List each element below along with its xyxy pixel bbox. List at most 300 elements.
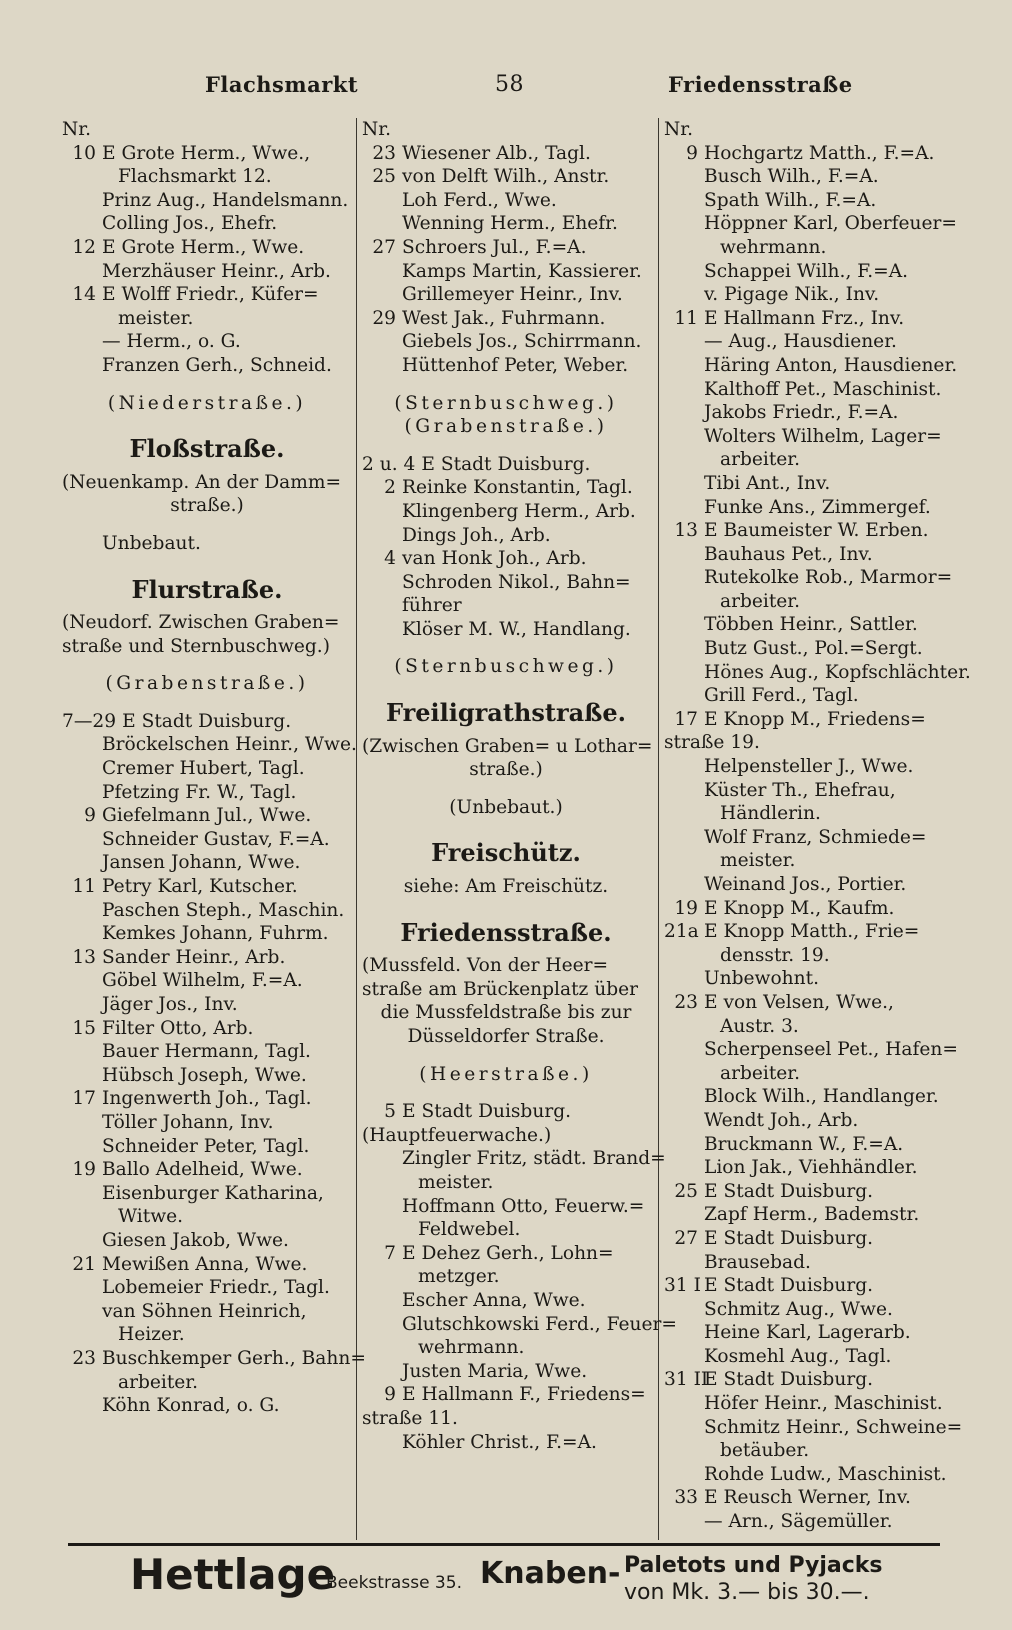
entry-text: (Mussfeld. Von der Heer= <box>362 955 609 977</box>
column-divider <box>356 118 357 1540</box>
entry-text: Kalthoff Pet., Maschinist. <box>704 378 942 400</box>
entry-text: Wendt Joh., Arb. <box>704 1109 859 1131</box>
entry-text: Küster Th., Ehefrau, <box>704 779 896 801</box>
entry-text: E Stadt Duisburg. <box>402 1101 572 1123</box>
entry-text: Filter Otto, Arb. <box>102 1017 254 1039</box>
house-entry <box>62 1253 352 1277</box>
entry-text: E Wolff Friedr., Küfer= <box>102 284 319 306</box>
spacer <box>62 658 352 672</box>
resident-line <box>62 899 352 923</box>
resident-line <box>362 655 650 679</box>
resident-line <box>664 1156 962 1180</box>
entry-text: Schmitz Heinr., Schweine= <box>704 1416 963 1438</box>
house-entry <box>62 283 352 307</box>
resident-line <box>362 1336 650 1360</box>
resident-line <box>664 260 962 284</box>
entry-text: Dings Joh., Arb. <box>402 524 551 546</box>
entry-text: Wolters Wilhelm, Lager= <box>704 425 942 447</box>
resident-line <box>664 1038 962 1062</box>
entry-text: Düsseldorfer Straße. <box>407 1026 605 1047</box>
resident-line <box>664 849 962 873</box>
resident-line <box>62 1040 352 1064</box>
entry-text: (Niederstraße.) <box>107 392 307 414</box>
resident-line <box>362 392 650 416</box>
column-2 <box>362 118 677 1454</box>
entry-text: Paschen Steph., Maschin. <box>102 899 345 921</box>
house-entry <box>362 307 650 331</box>
house-entry <box>664 991 962 1015</box>
entry-text: Ingenwerth Joh., Tagl. <box>102 1088 312 1110</box>
resident-line <box>62 757 352 781</box>
resident-line <box>62 993 352 1017</box>
entry-text: arbeiter. <box>720 590 801 612</box>
house-entry <box>362 453 650 477</box>
resident-line <box>664 1439 962 1463</box>
entry-text: Franzen Gerh., Schneid. <box>102 354 332 376</box>
house-number: 23 <box>674 991 698 1013</box>
entry-text: Austr. 3. <box>720 1015 799 1037</box>
entry-text: (Hauptfeuerwache.) <box>362 1124 552 1146</box>
resident-line <box>664 1392 962 1416</box>
resident-line <box>362 500 650 524</box>
resident-line <box>62 165 352 189</box>
entry-text: Jakobs Friedr., F.=A. <box>704 402 899 424</box>
house-number: 17 <box>72 1088 96 1110</box>
house-number: 9 <box>686 142 698 164</box>
resident-line <box>664 590 962 614</box>
entry-text: straße.) <box>170 495 244 517</box>
resident-line <box>62 611 352 635</box>
resident-line <box>664 1109 962 1133</box>
spacer <box>362 1049 650 1063</box>
resident-line <box>664 448 962 472</box>
resident-line <box>62 1323 352 1347</box>
resident-line <box>664 873 962 897</box>
resident-line <box>362 283 650 307</box>
street-heading: Friedensstraße. <box>400 917 612 947</box>
house-entry <box>664 920 962 944</box>
resident-line <box>362 1171 650 1195</box>
house-number: 7—29 <box>62 710 117 732</box>
house-entry <box>362 142 650 166</box>
entry-text: Kosmehl Aug., Tagl. <box>704 1345 892 1367</box>
resident-line <box>62 260 352 284</box>
resident-line <box>664 802 962 826</box>
entry-text: straße.) <box>469 759 543 781</box>
entry-text: Hüttenhof Peter, Weber. <box>402 354 629 376</box>
entry-text: Höfer Heinr., Maschinist. <box>704 1393 943 1415</box>
entry-text: Klöser M. W., Handlang. <box>402 618 631 640</box>
entry-text: (Unbebaut.) <box>449 796 563 818</box>
entry-text: — Aug., Hausdiener. <box>704 331 897 353</box>
header-left: Flachsmarkt <box>205 72 359 97</box>
house-entry <box>62 1017 352 1041</box>
entry-text: Bröckelschen Heinr., Wwe. <box>102 734 357 756</box>
resident-line <box>664 1203 962 1227</box>
entry-text: Hochgartz Matth., F.=A. <box>704 142 935 164</box>
entry-text: E Dehez Gerh., Lohn= <box>402 1242 614 1264</box>
spacer <box>362 899 650 913</box>
resident-line <box>664 425 962 449</box>
entry-text: Jansen Johann, Wwe. <box>102 852 301 874</box>
entry-text: meister. <box>720 850 796 872</box>
resident-line <box>664 1321 962 1345</box>
house-number: 7 <box>384 1242 396 1264</box>
resident-line <box>62 471 352 495</box>
entry-text: Rutekolke Rob., Marmor= <box>704 567 953 589</box>
entry-text: E Grote Herm., Wwe. <box>102 236 305 258</box>
entry-text: Göbel Wilhelm, F.=A. <box>102 970 303 992</box>
resident-line <box>62 392 352 416</box>
resident-line <box>362 1360 650 1384</box>
resident-line <box>664 472 962 496</box>
resident-line <box>62 1205 352 1229</box>
entry-text: Sander Heinr., Arb. <box>102 946 286 968</box>
entry-text: Nr. <box>62 119 92 140</box>
entry-text: Helpensteller J., Wwe. <box>704 756 914 778</box>
resident-line <box>664 684 962 708</box>
entry-text: (Sternbuschweg.) <box>394 656 618 678</box>
house-entry <box>664 1180 962 1204</box>
entry-text: Giebels Jos., Schirrmann. <box>402 331 642 353</box>
entry-text: (Zwischen Graben= u Lothar= <box>362 735 653 757</box>
entry-text: van Honk Joh., Arb. <box>402 548 587 570</box>
house-number: 33 <box>674 1487 698 1509</box>
house-number: 9 <box>84 805 96 827</box>
resident-line <box>362 758 650 782</box>
resident-line <box>362 875 650 899</box>
entry-text: E Stadt Duisburg. <box>421 453 591 475</box>
entry-text: arbeiter. <box>118 1371 199 1393</box>
entry-text: Schroers Jul., F.=A. <box>402 236 587 258</box>
resident-line <box>664 1062 962 1086</box>
entry-text: van Söhnen Heinrich, <box>102 1300 307 1322</box>
house-number: 14 <box>72 284 96 306</box>
entry-text: Giefelmann Jul., Wwe. <box>102 805 312 827</box>
resident-line <box>664 496 962 520</box>
entry-text: (Neuenkamp. An der Damm= <box>62 471 342 493</box>
resident-line <box>362 524 650 548</box>
entry-text: Händlerin. <box>720 803 821 825</box>
house-entry <box>62 142 352 166</box>
resident-line <box>664 1463 962 1487</box>
spacer <box>362 641 650 655</box>
resident-line <box>362 212 650 236</box>
ad-line2: von Mk. 3.— bis 30.—. <box>624 1580 870 1605</box>
entry-text: Feldwebel. <box>418 1219 521 1241</box>
resident-line <box>362 260 650 284</box>
resident-line <box>664 330 962 354</box>
house-entry <box>362 1383 650 1407</box>
house-number: 19 <box>674 897 698 919</box>
resident-line <box>62 733 357 757</box>
resident-line <box>362 1265 650 1289</box>
resident-line <box>664 1085 962 1109</box>
entry-text: Grill Ferd., Tagl. <box>704 685 859 707</box>
entry-text: Heine Karl, Lagerarb. <box>704 1322 911 1344</box>
house-number: 23 <box>372 142 396 164</box>
house-number: 25 <box>372 166 396 188</box>
entry-text: Scherpenseel Pet., Hafen= <box>704 1039 958 1061</box>
entry-text: E Knopp M., Kaufm. <box>704 897 895 919</box>
entry-text: Funke Ans., Zimmergef. <box>704 496 931 518</box>
entry-text: Loh Ferd., Wwe. <box>402 189 557 211</box>
entry-text: E Stadt Duisburg. <box>704 1227 874 1249</box>
entry-text: (Sternbuschweg.) <box>394 392 618 414</box>
entry-text: Flachsmarkt 12. <box>118 166 272 188</box>
entry-text: Köhler Christ., F.=A. <box>402 1431 597 1453</box>
resident-line <box>362 954 650 978</box>
entry-text: arbeiter. <box>720 449 801 471</box>
spacer <box>62 556 352 570</box>
street-heading: Freiligrathstraße. <box>385 698 627 728</box>
resident-line <box>664 613 962 637</box>
resident-line <box>362 1025 650 1049</box>
header-right: Friedensstraße <box>668 72 853 97</box>
house-number: 12 <box>72 236 96 258</box>
resident-line <box>362 1313 677 1337</box>
spacer <box>62 378 352 392</box>
resident-line <box>664 401 962 425</box>
entry-text: Lobemeier Friedr., Tagl. <box>102 1277 330 1299</box>
entry-text: Unbewohnt. <box>704 968 819 990</box>
resident-line <box>62 532 352 556</box>
entry-text: Kemkes Johann, Fuhrm. <box>102 923 329 945</box>
resident-line <box>362 118 650 142</box>
entry-text: E Stadt Duisburg. <box>704 1369 874 1391</box>
house-entry <box>362 1242 650 1266</box>
resident-line <box>362 618 650 642</box>
spacer <box>362 439 650 453</box>
entry-text: meister. <box>418 1171 494 1193</box>
resident-line <box>664 661 971 685</box>
entry-text: E Knopp Matth., Frie= <box>704 921 920 943</box>
entry-text: Többen Heinr., Sattler. <box>704 614 918 636</box>
resident-line <box>664 189 962 213</box>
resident-line <box>664 779 962 803</box>
house-entry <box>664 519 962 543</box>
entry-text: Colling Jos., Ehefr. <box>102 213 278 235</box>
resident-line <box>62 118 352 142</box>
house-entry <box>664 307 962 331</box>
house-number: 23 <box>72 1347 96 1369</box>
entry-text: Schneider Peter, Tagl. <box>102 1135 310 1157</box>
spacer <box>62 518 352 532</box>
entry-text: Petry Karl, Kutscher. <box>102 876 298 898</box>
entry-text: metzger. <box>418 1266 500 1288</box>
resident-line <box>664 944 962 968</box>
column-3 <box>664 118 971 1534</box>
resident-line <box>664 165 962 189</box>
resident-line <box>362 1218 650 1242</box>
house-number: 27 <box>372 236 396 258</box>
house-entry <box>62 804 352 828</box>
resident-line <box>362 978 650 1002</box>
entry-text: Nr. <box>664 119 694 140</box>
house-entry <box>62 946 352 970</box>
resident-line <box>62 1276 352 1300</box>
entry-text: Kamps Martin, Kassierer. <box>402 260 642 282</box>
entry-text: Zapf Herm., Bademstr. <box>704 1204 920 1226</box>
resident-line <box>62 672 352 696</box>
ad-line1: Paletots und Pyjacks <box>624 1553 883 1578</box>
resident-line <box>62 828 352 852</box>
entry-text: Klingenberg Herm., Arb. <box>402 500 636 522</box>
house-entry <box>62 875 352 899</box>
entry-text: straße 11. <box>362 1407 458 1429</box>
resident-line <box>62 189 352 213</box>
house-number: 29 <box>372 307 396 329</box>
entry-text: E Reusch Werner, Inv. <box>704 1487 911 1509</box>
spacer <box>62 696 352 710</box>
house-number: 11 <box>72 876 96 898</box>
resident-line <box>62 307 352 331</box>
spacer <box>362 679 650 693</box>
entry-text: Höppner Karl, Oberfeuer= <box>704 213 957 235</box>
entry-text: straße 19. <box>664 732 760 754</box>
resident-line <box>62 969 352 993</box>
resident-line <box>362 189 650 213</box>
entry-text: straße und Sternbuschweg.) <box>62 635 330 657</box>
resident-line <box>664 212 962 236</box>
entry-text: Jäger Jos., Inv. <box>102 994 238 1015</box>
entry-text: führer <box>402 595 462 617</box>
spacer <box>362 782 650 796</box>
entry-text: E Stadt Duisburg. <box>704 1180 874 1202</box>
entry-text: Wolf Franz, Schmiede= <box>704 826 927 848</box>
entry-text: Schmitz Aug., Wwe. <box>704 1298 893 1320</box>
entry-text: siehe: Am Freischütz. <box>403 876 609 898</box>
entry-text: Bauhaus Pet., Inv. <box>704 543 873 565</box>
entry-text: Nr. <box>362 119 392 140</box>
resident-line <box>362 1063 650 1087</box>
entry-text: Butz Gust., Pol.=Sergt. <box>704 638 923 660</box>
house-entry <box>362 476 650 500</box>
resident-line <box>664 543 962 567</box>
entry-text: E von Velsen, Wwe., <box>704 991 894 1013</box>
house-number: 25 <box>674 1180 698 1202</box>
house-number: 2 <box>384 477 396 499</box>
house-number: 27 <box>674 1227 698 1249</box>
house-entry <box>62 236 352 260</box>
resident-line <box>62 354 352 378</box>
entry-text: Mewißen Anna, Wwe. <box>102 1253 308 1275</box>
house-number: 13 <box>72 946 96 968</box>
entry-text: Köhn Konrad, o. G. <box>102 1395 280 1417</box>
entry-text: Weinand Jos., Portier. <box>704 874 907 895</box>
resident-line <box>664 118 962 142</box>
entry-text: Töller Johann, Inv. <box>102 1111 274 1133</box>
ad-brand: Hettlage <box>130 1550 336 1599</box>
resident-line <box>362 330 650 354</box>
resident-line <box>664 755 962 779</box>
street-heading: Flurstraße. <box>131 574 283 604</box>
resident-line <box>362 1147 666 1171</box>
entry-text: die Mussfeldstraße bis zur <box>380 1002 632 1024</box>
resident-line <box>362 796 650 820</box>
resident-line <box>664 354 962 378</box>
entry-text: E Hallmann F., Friedens= <box>402 1384 646 1406</box>
entry-text: Justen Maria, Wwe. <box>402 1360 588 1382</box>
entry-text: Tibi Ant., Inv. <box>704 472 831 494</box>
entry-text: Busch Wilh., F.=A. <box>704 166 879 188</box>
house-entry <box>62 1087 352 1111</box>
entry-text: Unbebaut. <box>102 532 201 554</box>
resident-line <box>664 1133 962 1157</box>
house-number: 31 II <box>664 1369 709 1391</box>
spacer <box>362 1086 650 1100</box>
entry-text: von Delft Wilh., Anstr. <box>402 166 610 188</box>
entry-text: straße am Brückenplatz über <box>362 978 639 1000</box>
house-number: 5 <box>384 1101 396 1123</box>
entry-text: Ballo Adelheid, Wwe. <box>102 1159 303 1181</box>
entry-text: meister. <box>118 307 194 329</box>
entry-text: Spath Wilh., F.=A. <box>704 189 877 211</box>
house-entry <box>362 165 650 189</box>
house-entry <box>362 1100 650 1124</box>
entry-text: arbeiter. <box>720 1062 801 1084</box>
entry-text: Buschkemper Gerh., Bahn= <box>102 1347 366 1369</box>
entry-text: Reinke Konstantin, Tagl. <box>402 477 633 499</box>
resident-line <box>62 922 352 946</box>
entry-text: Hönes Aug., Kopfschlächter. <box>704 661 971 683</box>
entry-text: (Heerstraße.) <box>419 1063 593 1085</box>
resident-line <box>62 1371 352 1395</box>
house-number: 2 u. 4 <box>362 453 416 475</box>
house-number: 21a <box>664 921 699 943</box>
entry-text: E Grote Herm., Wwe., <box>102 142 311 164</box>
resident-line <box>362 415 650 439</box>
resident-line <box>62 1229 352 1253</box>
house-entry <box>664 1486 962 1510</box>
spacer <box>362 819 650 833</box>
resident-line <box>362 1124 650 1148</box>
house-number: 4 <box>384 548 396 570</box>
entry-text: E Knopp M., Friedens= <box>704 708 926 730</box>
entry-text: Block Wilh., Handlanger. <box>704 1086 939 1108</box>
entry-text: Grillemeyer Heinr., Inv. <box>402 284 623 306</box>
page-number: 58 <box>495 72 524 97</box>
entry-text: Brausebad. <box>704 1251 811 1273</box>
resident-line <box>362 1001 650 1025</box>
house-entry <box>664 1368 962 1392</box>
house-number: 31 I <box>664 1275 701 1297</box>
entry-text: wehrmann. <box>720 236 827 258</box>
resident-line <box>362 571 650 595</box>
resident-line <box>664 1345 962 1369</box>
entry-text: Heizer. <box>118 1324 185 1346</box>
entry-text: (Neudorf. Zwischen Graben= <box>62 612 340 634</box>
resident-line <box>664 1510 962 1534</box>
entry-text: densstr. 19. <box>720 944 830 966</box>
resident-line <box>664 1298 962 1322</box>
entry-text: — Arn., Sägemüller. <box>704 1511 893 1533</box>
column-1 <box>62 118 366 1418</box>
resident-line <box>664 236 962 260</box>
street-heading: Floßstraße. <box>129 434 285 464</box>
house-number: 13 <box>674 520 698 542</box>
entry-text: Wiesener Alb., Tagl. <box>402 142 591 164</box>
entry-text: Pfetzing Fr. W., Tagl. <box>102 781 297 803</box>
resident-line <box>362 1289 650 1313</box>
resident-line <box>62 1182 352 1206</box>
resident-line <box>362 1407 650 1431</box>
entry-text: wehrmann. <box>418 1337 525 1359</box>
house-entry <box>362 547 650 571</box>
resident-line <box>362 354 650 378</box>
entry-text: E Stadt Duisburg. <box>122 710 292 732</box>
entry-text: Schneider Gustav, F.=A. <box>102 828 330 850</box>
